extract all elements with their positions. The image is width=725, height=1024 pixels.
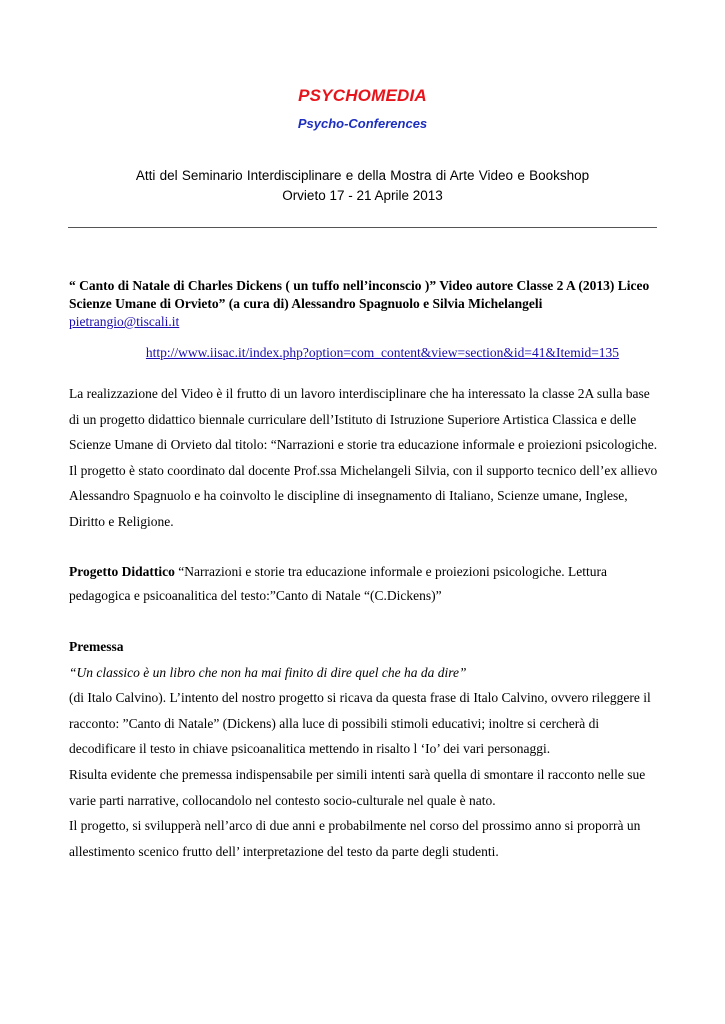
video-link-line [0, 345, 725, 361]
intro-section [69, 381, 659, 535]
intro-paragraph: La realizzazione del Video è il frutto di un lavoro interdisciplinare che ha interessato la classe 2A sulla base di un progetto didattico biennale curriculare dell’Istituto di Istruzione Superiore Artistica Classica e delle Scienze Umane di Orvieto dal titolo: “Narrazioni e storie tra educazione informale e proiezioni psicologiche. Il progetto è stato coordinato dal docente Prof.ssa Michelangeli Silvia, con il supporto tecnico dell’ex allievo Alessandro Spagnuolo e ha coinvolto le discipline di insegnamento di Italiano, Scienze umane, Inglese, Diritto e Religione. [69, 386, 658, 529]
author-email-link[interactable]: pietrangio@tiscali.it [69, 314, 180, 329]
premessa-heading: Premessa [69, 639, 124, 654]
video-url-link[interactable]: http://www.iisac.it/index.php?option=com_content&view=section&id=41&Itemid=135 [145, 345, 620, 360]
site-subtitle: Psycho-Conferences [297, 116, 428, 131]
progetto-label: Progetto Didattico [69, 564, 175, 579]
seminar-title: Atti del Seminario Interdisciplinare e della Mostra di Arte Video e Bookshop [135, 168, 590, 183]
horizontal-divider [68, 227, 657, 228]
premessa-quote: “Un classico è un libro che non ha mai finito di dire quel che ha da dire” [69, 664, 467, 680]
article-title: “ Canto di Natale di Charles Dickens ( un tuffo nell’inconscio )” Video autore Classe 2 A (2013) Liceo Scienze Umane di Orvieto” (a cura di) Alessandro Spagnuolo e Silvia Michelangeli [69, 278, 650, 311]
progetto-text: “Narrazioni e storie tra educazione informale e proiezioni psicologiche. Lettura pedagogica e psicoanalitica del testo:”Canto di Natale “(C.Dickens)” [69, 564, 608, 603]
premessa-paragraph-2: Risulta evidente che premessa indispensabile per simili intenti sarà quella di smontare il racconto nelle sue varie parti narrative, collocandolo nel contesto socio-culturale nel quale è nato. [69, 766, 646, 808]
progetto-section [69, 560, 659, 608]
premessa-paragraph-1: (di Italo Calvino). L’intento del nostro progetto si ricava da questa frase di Italo Calvino, ovvero rileggere il racconto: ”Canto di Natale” (Dickens) alla luce di possibili stimoli educativi; inoltre si cercherà di decodificare il testo in chiave psicoanalitica mettendo in risalto l ‘Io’ dei vari personaggi. [69, 690, 651, 757]
premessa-paragraph-3: Il progetto, si svilupperà nell’arco di due anni e probabilmente nel corso del prossimo anno si proporrà un allestimento scenico frutto dell’ interpretazione del testo da parte degli studenti. [69, 818, 641, 859]
progetto-paragraph [69, 560, 659, 608]
site-title: PSYCHOMEDIA [298, 86, 427, 105]
premessa-section [69, 634, 659, 864]
seminar-date: Orvieto 17 - 21 Aprile 2013 [282, 188, 443, 203]
article-title-block [69, 277, 655, 331]
